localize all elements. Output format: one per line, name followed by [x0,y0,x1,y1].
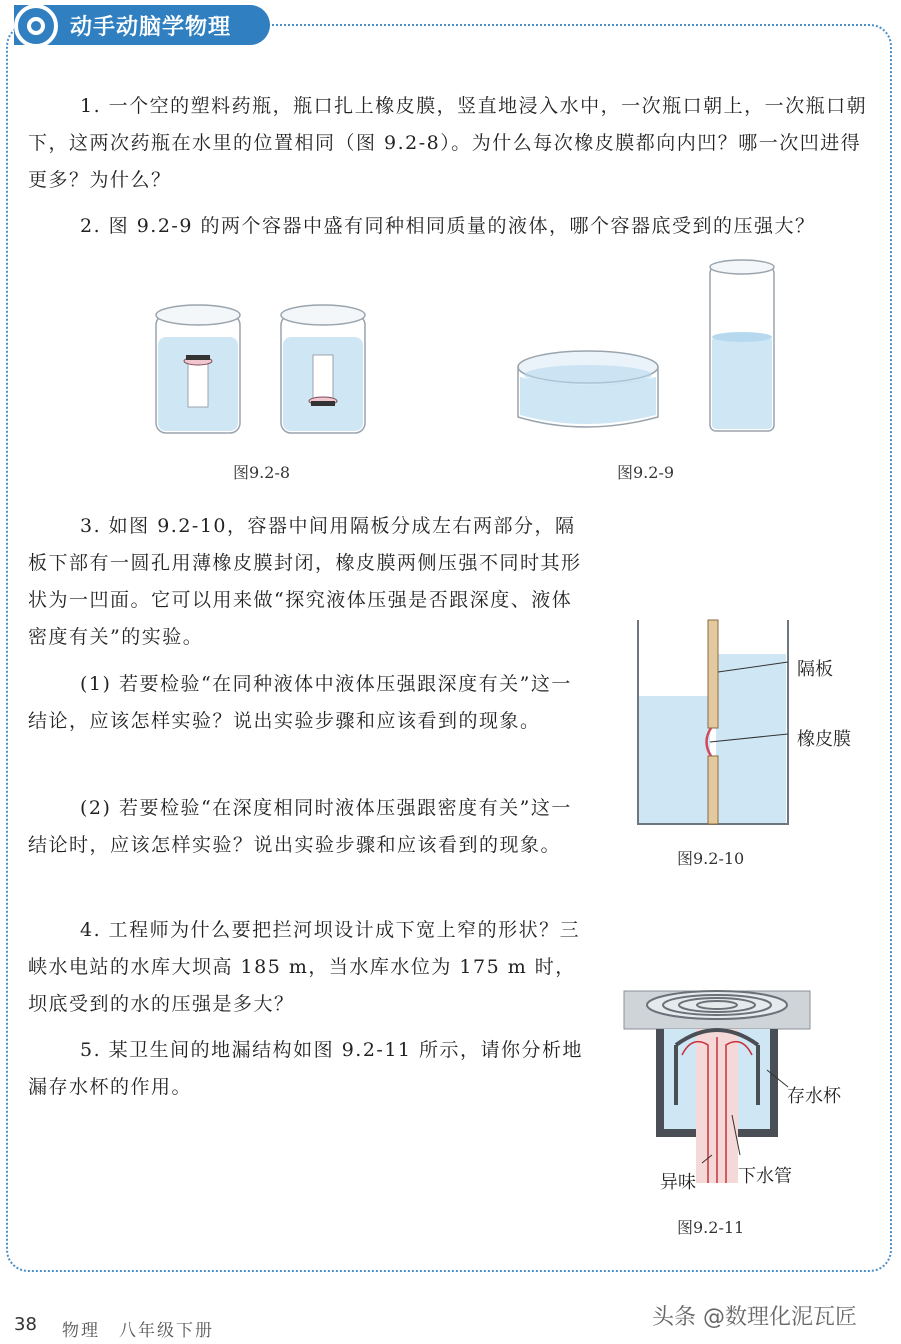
tall-cylinder [710,260,774,431]
question-3: 3. 如图 9.2-10，容器中间用隔板分成左右两部分，隔板下部有一圆孔用薄橡皮膜封闭，橡皮膜两侧压强不同时其形状为一凹面。它可以用来做“探究液体压强是否跟深度、液体密度有关”的实验。 [28,515,582,648]
question-3-part-2: (2) 若要检验“在深度相同时液体压强跟密度有关”这一结论时，应该怎样实验？说出实验步骤和应该看到的现象。 [28,797,572,856]
figure-9-2-9 [510,255,790,445]
question-1: 1. 一个空的塑料药瓶，瓶口扎上橡皮膜，竖直地浸入水中，一次瓶口朝上，一次瓶口朝下，这两次药瓶在水里的位置相同（图 9.2-8）。为什么每次橡皮膜都向内凹？哪一次凹进得更多？为什么？ [28,95,868,191]
book-title: 物理 八年级下册 [62,1321,214,1341]
figure-9-2-11 [622,985,812,1185]
wide-dish [518,351,658,427]
figure-9-2-10-caption: 图9.2-10 [677,849,745,868]
watermark-text: 头条 @数理化泥瓦匠 [652,1305,857,1330]
label-membrane: 橡皮膜 [797,729,851,750]
label-drain-pipe: 下水管 [738,1166,792,1187]
figure-9-2-9-caption: 图9.2-9 [617,463,675,482]
section-target-icon [14,4,58,48]
section-title: 动手动脑学物理 [70,15,232,40]
figure-9-2-8 [150,295,380,445]
bottle-up-beaker [156,305,240,433]
label-water-cup: 存水杯 [787,1086,841,1107]
question-4: 4. 工程师为什么要把拦河坝设计成下宽上窄的形状？三峡水电站的水库大坝高 185 m，当水库水位为 175 m 时，坝底受到的水的压强是多大？ [28,919,581,1015]
label-odor: 异味 [660,1172,696,1193]
label-partition: 隔板 [797,659,833,680]
question-5: 5. 某卫生间的地漏结构如图 9.2-11 所示，请你分析地漏存水杯的作用。 [28,1039,584,1098]
figure-9-2-10 [636,612,796,832]
question-2: 2. 图 9.2-9 的两个容器中盛有同种相同质量的液体，哪个容器底受到的压强大？ [80,215,816,237]
figure-9-2-11-caption: 图9.2-11 [677,1218,745,1237]
page-number: 38 [14,1314,37,1335]
bottle-down-beaker [281,305,365,433]
figure-9-2-8-caption: 图9.2-8 [233,463,291,482]
question-3-part-1: (1) 若要检验“在同种液体中液体压强跟深度有关”这一结论，应该怎样实验？说出实验步骤和应该看到的现象。 [28,673,572,732]
